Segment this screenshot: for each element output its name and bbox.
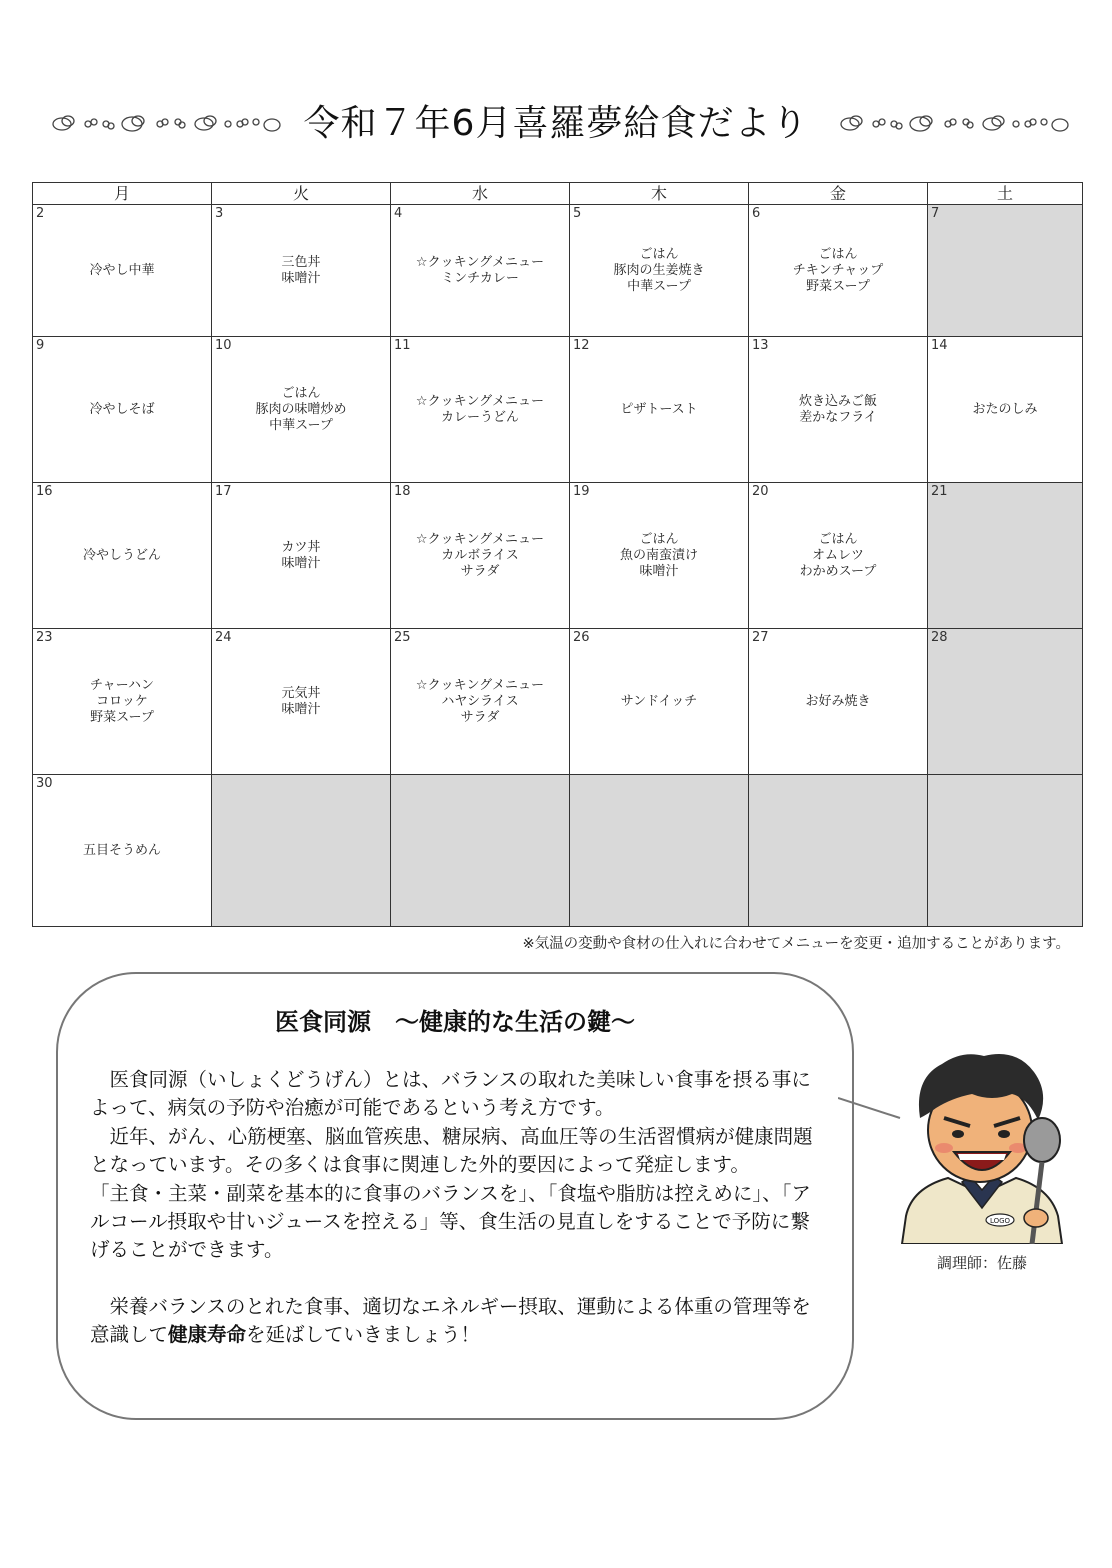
menu-item: 野菜スープ	[806, 278, 870, 294]
menu-item: 味噌汁	[639, 563, 679, 579]
calendar-day	[33, 629, 212, 775]
calendar-week-row	[33, 483, 1083, 629]
menu-item: 豚肉の味噌炒め	[255, 401, 347, 417]
calendar-day-empty	[928, 629, 1083, 775]
flower-ornament-left-icon	[50, 112, 282, 136]
day-number: 2	[36, 206, 45, 221]
day-number: 25	[394, 630, 411, 645]
calendar-day-empty	[928, 483, 1083, 629]
weekday-header: 木	[570, 183, 749, 205]
menu-item: 野菜スープ	[90, 709, 154, 725]
weekday-header: 金	[749, 183, 928, 205]
day-number: 9	[36, 338, 45, 353]
calendar-day	[391, 629, 570, 775]
menu-item: 冷やし中華	[89, 262, 155, 278]
menu-items	[33, 678, 211, 726]
calendar-day-empty	[749, 775, 928, 927]
lunch-calendar	[32, 182, 1083, 927]
calendar-day-empty	[391, 775, 570, 927]
day-number: 16	[36, 484, 53, 499]
menu-item: お好み焼き	[805, 693, 871, 709]
day-number: 19	[573, 484, 590, 499]
weekday-header: 火	[212, 183, 391, 205]
menu-item: 味噌汁	[281, 555, 321, 571]
menu-items	[33, 263, 211, 279]
calendar-day	[570, 483, 749, 629]
menu-item: おたのしみ	[972, 401, 1038, 417]
day-number: 23	[36, 630, 53, 645]
speech-bubble	[56, 972, 854, 1420]
menu-items	[570, 694, 748, 710]
chef-head	[919, 1054, 1043, 1182]
calendar-day	[749, 629, 928, 775]
article-title: 医食同源 ～健康的な生活の鍵～	[275, 1008, 635, 1036]
flower-ornament-right-icon	[838, 112, 1070, 136]
menu-item: オムレツ	[811, 547, 864, 563]
day-number: 26	[573, 630, 590, 645]
calendar-day	[212, 337, 391, 483]
day-number: 4	[394, 206, 403, 221]
menu-item: ミンチカレー	[441, 270, 519, 286]
menu-items	[33, 843, 211, 859]
menu-items	[391, 532, 569, 580]
day-number: 11	[394, 338, 411, 353]
calendar-day	[212, 483, 391, 629]
calendar-day-empty	[928, 205, 1083, 337]
menu-item: 差かなフライ	[799, 409, 877, 425]
closing-text: 栄養バランスのとれた食事、適切なエネルギー摂取、運動による体重の管理等を意識して	[90, 1294, 811, 1347]
calendar-day	[33, 205, 212, 337]
day-number: 5	[573, 206, 582, 221]
day-number: 20	[752, 484, 769, 499]
menu-items	[570, 247, 748, 295]
article-paragraph-closing	[90, 1293, 820, 1350]
menu-item: コロッケ	[96, 693, 148, 709]
menu-item: ごはん	[818, 531, 858, 547]
calendar-day	[391, 205, 570, 337]
menu-items	[570, 532, 748, 580]
day-number: 7	[931, 206, 940, 221]
menu-items	[212, 386, 390, 434]
menu-items	[749, 694, 927, 710]
closing-text-end: を延ばしていきましょう！	[246, 1323, 481, 1347]
menu-item: ごはん	[818, 246, 858, 262]
weekday-header-row	[33, 183, 1083, 205]
weekday-header: 月	[33, 183, 212, 205]
calendar-day-empty	[570, 775, 749, 927]
calendar-week-row	[33, 205, 1083, 337]
chef-caption: 調理師：佐藤	[936, 1254, 1027, 1272]
day-number: 3	[215, 206, 224, 221]
calendar-day	[391, 483, 570, 629]
menu-item: ピザトースト	[620, 401, 698, 417]
calendar-week-row	[33, 775, 1083, 927]
day-number: 6	[752, 206, 761, 221]
menu-item: 冷やしそば	[89, 401, 155, 417]
calendar-day	[212, 205, 391, 337]
menu-item: 中華スープ	[627, 278, 691, 294]
calendar-day	[570, 629, 749, 775]
article-paragraph: 近年、がん、心筋梗塞、脳血管疾患、糖尿病、高血圧等の生活習慣病が健康問題となっています。その多くは食事に関連した外的要因によって発症します。	[90, 1124, 813, 1177]
menu-item: 魚の南蛮漬け	[619, 547, 698, 563]
menu-item: チャーハン	[90, 677, 154, 693]
menu-items	[391, 678, 569, 726]
closing-emphasis: 健康寿命	[168, 1323, 247, 1347]
menu-items	[212, 540, 390, 572]
day-number: 14	[931, 338, 948, 353]
chef-logo-text: LOGO	[989, 1217, 1011, 1225]
menu-item: 三色丼	[281, 254, 321, 270]
day-number: 28	[931, 630, 948, 645]
menu-item: ハヤシライス	[441, 693, 519, 709]
calendar-day	[212, 629, 391, 775]
chef-illustration	[892, 1048, 1072, 1244]
menu-item: カツ丼	[281, 539, 321, 555]
header	[0, 98, 1112, 154]
calendar-day	[391, 337, 570, 483]
day-number: 12	[573, 338, 590, 353]
menu-items	[749, 532, 927, 580]
menu-items	[570, 402, 748, 418]
calendar-day	[749, 205, 928, 337]
calendar-week-row	[33, 337, 1083, 483]
menu-item: カレーうどん	[440, 409, 519, 425]
menu-items	[749, 247, 927, 295]
menu-items	[212, 255, 390, 287]
menu-item: サラダ	[460, 563, 500, 579]
day-number: 18	[394, 484, 411, 499]
menu-item: ☆クッキングメニュー	[415, 677, 545, 693]
article-paragraph: 「主食・主菜・副菜を基本的に食事のバランスを」、「食塩や脂肪は控えめに」、「アルコール摂取や甘いジュースを控える」等、食生活の見直しをすることで予防に繋げることができます。	[90, 1181, 811, 1262]
menu-items	[928, 402, 1082, 418]
calendar-day	[33, 483, 212, 629]
menu-item: サラダ	[460, 709, 500, 725]
calendar-day	[928, 337, 1083, 483]
day-number: 21	[931, 484, 948, 499]
calendar-day	[749, 483, 928, 629]
menu-change-note: ※気温の変動や食材の仕入れに合わせてメニューを変更・追加することがあります。	[522, 936, 1070, 952]
menu-item: チキンチャップ	[792, 262, 884, 278]
menu-item: ごはん	[281, 385, 321, 401]
calendar-day-empty	[212, 775, 391, 927]
menu-items	[33, 548, 211, 564]
menu-item: 炊き込みご飯	[798, 393, 877, 409]
menu-item: サンドイッチ	[620, 693, 698, 709]
menu-items	[391, 394, 569, 426]
menu-item: 五目そうめん	[82, 842, 161, 858]
calendar-day	[33, 337, 212, 483]
weekday-header: 土	[928, 183, 1083, 205]
day-number: 10	[215, 338, 232, 353]
day-number: 27	[752, 630, 769, 645]
weekday-header: 水	[391, 183, 570, 205]
calendar-week-row	[33, 629, 1083, 775]
menu-item: 味噌汁	[281, 270, 321, 286]
menu-items	[212, 686, 390, 718]
calendar-day	[570, 337, 749, 483]
page-title: 令和７年6月喜羅夢給食だより	[303, 103, 809, 144]
calendar-day-empty	[928, 775, 1083, 927]
menu-item: 元気丼	[281, 685, 321, 701]
menu-item: 豚肉の生姜焼き	[613, 262, 705, 278]
menu-item: ごはん	[639, 531, 679, 547]
day-number: 17	[215, 484, 232, 499]
calendar-day	[570, 205, 749, 337]
calendar-day	[33, 775, 212, 927]
menu-item: 冷やしうどん	[82, 547, 161, 563]
article-paragraph: 医食同源（いしょくどうげん）とは、バランスの取れた美味しい食事を摂る事によって、病気の予防や治癒が可能であるという考え方です。	[90, 1068, 811, 1120]
menu-item: カルボライス	[441, 547, 519, 563]
menu-item: ☆クッキングメニュー	[415, 531, 545, 547]
menu-item: ☆クッキングメニュー	[415, 393, 545, 409]
menu-item: 中華スープ	[269, 417, 333, 433]
menu-items	[33, 402, 211, 418]
day-number: 30	[36, 776, 53, 791]
menu-item: わかめスープ	[799, 563, 877, 579]
calendar-day	[749, 337, 928, 483]
menu-item: ごはん	[639, 246, 679, 262]
day-number: 13	[752, 338, 769, 353]
menu-items	[749, 394, 927, 426]
day-number: 24	[215, 630, 232, 645]
menu-item: ☆クッキングメニュー	[415, 254, 545, 270]
menu-item: 味噌汁	[281, 701, 321, 717]
article-body	[90, 1066, 820, 1350]
menu-items	[391, 255, 569, 287]
